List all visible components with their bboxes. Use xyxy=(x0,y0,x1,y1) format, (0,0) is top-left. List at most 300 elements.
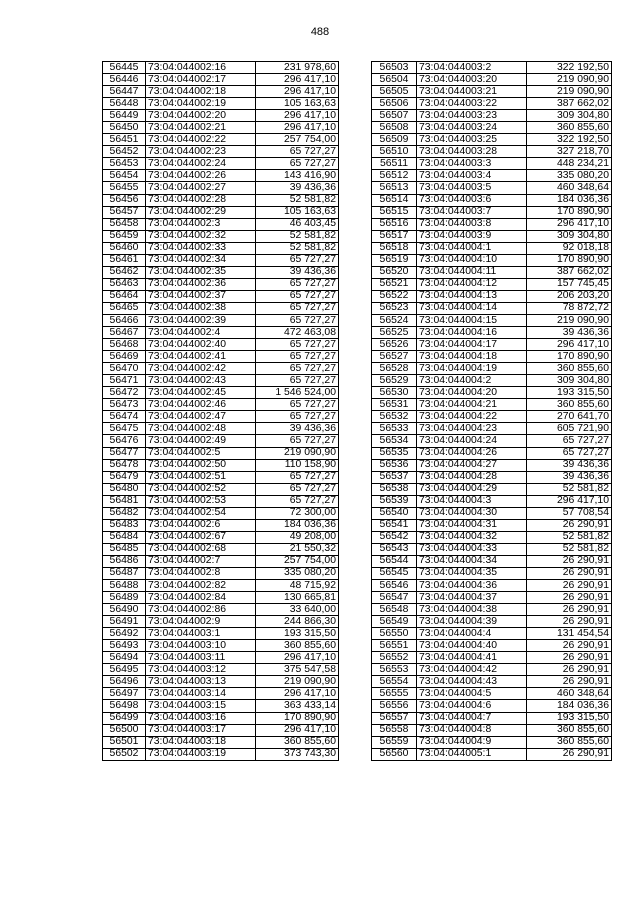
table-row xyxy=(372,290,612,302)
cadastral-number-cell: 73:04:044004:29 xyxy=(417,483,527,495)
cadastral-number-cell: 73:04:044002:19 xyxy=(146,98,256,110)
cadastral-number-cell: 73:04:044003:18 xyxy=(146,736,256,748)
cadastral-number-cell: 73:04:044003:25 xyxy=(417,134,527,146)
row-number-cell: 56503 xyxy=(372,62,417,74)
value-cell: 65 727,27 xyxy=(256,399,339,411)
value-cell: 184 036,36 xyxy=(527,700,612,712)
value-cell: 296 417,10 xyxy=(256,724,339,736)
table-row xyxy=(103,375,339,387)
value-cell: 335 080,20 xyxy=(527,170,612,182)
cadastral-number-cell: 73:04:044002:37 xyxy=(146,290,256,302)
table-row xyxy=(103,519,339,531)
row-number-cell: 56542 xyxy=(372,531,417,543)
row-number-cell: 56477 xyxy=(103,447,146,459)
table-row xyxy=(372,616,612,628)
cadastral-number-cell: 73:04:044002:68 xyxy=(146,543,256,555)
cadastral-number-cell: 73:04:044004:36 xyxy=(417,580,527,592)
table-row xyxy=(103,616,339,628)
table-row xyxy=(103,122,339,134)
cadastral-number-cell: 73:04:044002:20 xyxy=(146,110,256,122)
table-row xyxy=(103,98,339,110)
value-cell: 39 436,36 xyxy=(256,182,339,194)
table-row xyxy=(372,628,612,640)
row-number-cell: 56460 xyxy=(103,242,146,254)
table-row xyxy=(372,278,612,290)
row-number-cell: 56447 xyxy=(103,86,146,98)
row-number-cell: 56559 xyxy=(372,736,417,748)
cadastral-number-cell: 73:04:044003:10 xyxy=(146,640,256,652)
value-cell: 26 290,91 xyxy=(527,640,612,652)
value-cell: 48 715,92 xyxy=(256,580,339,592)
value-cell: 605 721,90 xyxy=(527,423,612,435)
row-number-cell: 56461 xyxy=(103,254,146,266)
table-row xyxy=(372,86,612,98)
table-row xyxy=(372,580,612,592)
value-cell: 46 403,45 xyxy=(256,218,339,230)
row-number-cell: 56532 xyxy=(372,411,417,423)
value-cell: 65 727,27 xyxy=(256,375,339,387)
cadastral-number-cell: 73:04:044005:1 xyxy=(417,748,527,760)
row-number-cell: 56450 xyxy=(103,122,146,134)
cadastral-number-cell: 73:04:044002:38 xyxy=(146,302,256,314)
value-cell: 131 454,54 xyxy=(527,628,612,640)
table-row xyxy=(103,507,339,519)
table-row xyxy=(372,230,612,242)
cadastral-number-cell: 73:04:044004:26 xyxy=(417,447,527,459)
table-row xyxy=(372,748,612,760)
value-cell: 387 662,02 xyxy=(527,98,612,110)
page-number: 488 xyxy=(310,26,330,38)
row-number-cell: 56507 xyxy=(372,110,417,122)
value-cell: 219 090,90 xyxy=(527,314,612,326)
value-cell: 309 304,80 xyxy=(527,230,612,242)
row-number-cell: 56548 xyxy=(372,604,417,616)
cadastral-number-cell: 73:04:044004:42 xyxy=(417,664,527,676)
table-row xyxy=(103,134,339,146)
cadastral-number-cell: 73:04:044002:23 xyxy=(146,146,256,158)
table-row xyxy=(372,327,612,339)
row-number-cell: 56504 xyxy=(372,74,417,86)
row-number-cell: 56500 xyxy=(103,724,146,736)
table-row xyxy=(372,375,612,387)
value-cell: 65 727,27 xyxy=(256,363,339,375)
value-cell: 92 018,18 xyxy=(527,242,612,254)
table-row xyxy=(103,483,339,495)
table-row xyxy=(103,471,339,483)
value-cell: 72 300,00 xyxy=(256,507,339,519)
row-number-cell: 56464 xyxy=(103,290,146,302)
row-number-cell: 56553 xyxy=(372,664,417,676)
table-row xyxy=(103,676,339,688)
row-number-cell: 56530 xyxy=(372,387,417,399)
table-row xyxy=(372,543,612,555)
value-cell: 296 417,10 xyxy=(256,86,339,98)
row-number-cell: 56515 xyxy=(372,206,417,218)
row-number-cell: 56484 xyxy=(103,531,146,543)
row-number-cell: 56517 xyxy=(372,230,417,242)
table-row xyxy=(103,363,339,375)
table-row xyxy=(372,302,612,314)
row-number-cell: 56449 xyxy=(103,110,146,122)
cadastral-number-cell: 73:04:044004:37 xyxy=(417,592,527,604)
row-number-cell: 56543 xyxy=(372,543,417,555)
cadastral-number-cell: 73:04:044003:12 xyxy=(146,664,256,676)
cadastral-number-cell: 73:04:044002:54 xyxy=(146,507,256,519)
cadastral-number-cell: 73:04:044002:86 xyxy=(146,604,256,616)
cadastral-number-cell: 73:04:044003:20 xyxy=(417,74,527,86)
table-row xyxy=(103,387,339,399)
row-number-cell: 56472 xyxy=(103,387,146,399)
row-number-cell: 56481 xyxy=(103,495,146,507)
table-row xyxy=(103,62,339,74)
value-cell: 65 727,27 xyxy=(256,435,339,447)
table-row xyxy=(103,158,339,170)
cadastral-number-cell: 73:04:044003:24 xyxy=(417,122,527,134)
table-row xyxy=(103,628,339,640)
table-row xyxy=(372,266,612,278)
table-row xyxy=(372,254,612,266)
table-row xyxy=(372,712,612,724)
table-row xyxy=(372,158,612,170)
row-number-cell: 56495 xyxy=(103,664,146,676)
table-row xyxy=(372,676,612,688)
row-number-cell: 56534 xyxy=(372,435,417,447)
value-cell: 26 290,91 xyxy=(527,519,612,531)
cadastral-number-cell: 73:04:044004:14 xyxy=(417,302,527,314)
cadastral-number-cell: 73:04:044003:1 xyxy=(146,628,256,640)
value-cell: 387 662,02 xyxy=(527,266,612,278)
value-cell: 65 727,27 xyxy=(256,351,339,363)
table-row xyxy=(372,134,612,146)
row-number-cell: 56469 xyxy=(103,351,146,363)
row-number-cell: 56527 xyxy=(372,351,417,363)
value-cell: 296 417,10 xyxy=(256,122,339,134)
cadastral-number-cell: 73:04:044004:13 xyxy=(417,290,527,302)
table-row xyxy=(103,206,339,218)
cadastral-number-cell: 73:04:044004:30 xyxy=(417,507,527,519)
table-row xyxy=(372,652,612,664)
table-row xyxy=(103,194,339,206)
row-number-cell: 56491 xyxy=(103,616,146,628)
table-row xyxy=(103,688,339,700)
cadastral-number-cell: 73:04:044003:15 xyxy=(146,700,256,712)
table-row xyxy=(103,736,339,748)
value-cell: 231 978,60 xyxy=(256,62,339,74)
value-cell: 360 855,60 xyxy=(527,363,612,375)
cadastral-number-cell: 73:04:044002:22 xyxy=(146,134,256,146)
table-row xyxy=(103,495,339,507)
cadastral-number-cell: 73:04:044002:8 xyxy=(146,567,256,579)
cadastral-number-cell: 73:04:044004:23 xyxy=(417,423,527,435)
row-number-cell: 56452 xyxy=(103,146,146,158)
value-cell: 170 890,90 xyxy=(527,351,612,363)
cadastral-number-cell: 73:04:044002:49 xyxy=(146,435,256,447)
value-cell: 26 290,91 xyxy=(527,567,612,579)
value-cell: 65 727,27 xyxy=(256,471,339,483)
row-number-cell: 56453 xyxy=(103,158,146,170)
cadastral-number-cell: 73:04:044004:2 xyxy=(417,375,527,387)
value-cell: 52 581,82 xyxy=(527,531,612,543)
cadastral-number-cell: 73:04:044003:14 xyxy=(146,688,256,700)
table-row xyxy=(103,339,339,351)
cadastral-number-cell: 73:04:044004:16 xyxy=(417,327,527,339)
cadastral-number-cell: 73:04:044004:3 xyxy=(417,495,527,507)
table-row xyxy=(103,580,339,592)
table-row xyxy=(372,182,612,194)
table-row xyxy=(372,567,612,579)
table-row xyxy=(103,182,339,194)
row-number-cell: 56539 xyxy=(372,495,417,507)
cadastral-number-cell: 73:04:044004:24 xyxy=(417,435,527,447)
value-cell: 184 036,36 xyxy=(527,194,612,206)
cadastral-number-cell: 73:04:044002:6 xyxy=(146,519,256,531)
row-number-cell: 56501 xyxy=(103,736,146,748)
cadastral-number-cell: 73:04:044003:11 xyxy=(146,652,256,664)
value-cell: 296 417,10 xyxy=(256,688,339,700)
value-cell: 193 315,50 xyxy=(256,628,339,640)
value-cell: 21 550,32 xyxy=(256,543,339,555)
table-row xyxy=(372,98,612,110)
table-row xyxy=(103,435,339,447)
cadastral-number-cell: 73:04:044002:16 xyxy=(146,62,256,74)
table-row xyxy=(372,495,612,507)
cadastral-number-cell: 73:04:044004:32 xyxy=(417,531,527,543)
row-number-cell: 56498 xyxy=(103,700,146,712)
table-row xyxy=(103,86,339,98)
cadastral-number-cell: 73:04:044003:28 xyxy=(417,146,527,158)
cadastral-number-cell: 73:04:044003:8 xyxy=(417,218,527,230)
cadastral-number-cell: 73:04:044002:50 xyxy=(146,459,256,471)
cadastral-number-cell: 73:04:044004:1 xyxy=(417,242,527,254)
row-number-cell: 56474 xyxy=(103,411,146,423)
row-number-cell: 56508 xyxy=(372,122,417,134)
table-row xyxy=(372,423,612,435)
table-row xyxy=(103,652,339,664)
table-row xyxy=(103,110,339,122)
cadastral-number-cell: 73:04:044004:31 xyxy=(417,519,527,531)
value-cell: 219 090,90 xyxy=(256,676,339,688)
row-number-cell: 56463 xyxy=(103,278,146,290)
row-number-cell: 56516 xyxy=(372,218,417,230)
row-number-cell: 56502 xyxy=(103,748,146,760)
table-row xyxy=(103,230,339,242)
cadastral-number-cell: 73:04:044003:6 xyxy=(417,194,527,206)
value-cell: 26 290,91 xyxy=(527,664,612,676)
cadastral-number-cell: 73:04:044004:21 xyxy=(417,399,527,411)
table-row xyxy=(372,592,612,604)
row-number-cell: 56510 xyxy=(372,146,417,158)
cadastral-number-cell: 73:04:044004:41 xyxy=(417,652,527,664)
value-cell: 157 745,45 xyxy=(527,278,612,290)
row-number-cell: 56468 xyxy=(103,339,146,351)
value-cell: 257 754,00 xyxy=(256,134,339,146)
value-cell: 33 640,00 xyxy=(256,604,339,616)
table-row xyxy=(372,447,612,459)
value-cell: 244 866,30 xyxy=(256,616,339,628)
table-row xyxy=(103,146,339,158)
cadastral-number-cell: 73:04:044003:2 xyxy=(417,62,527,74)
table-row xyxy=(103,327,339,339)
row-number-cell: 56475 xyxy=(103,423,146,435)
row-number-cell: 56538 xyxy=(372,483,417,495)
value-cell: 309 304,80 xyxy=(527,110,612,122)
table-row xyxy=(103,640,339,652)
table-row xyxy=(103,459,339,471)
row-number-cell: 56454 xyxy=(103,170,146,182)
value-cell: 52 581,82 xyxy=(256,194,339,206)
cadastral-number-cell: 73:04:044003:3 xyxy=(417,158,527,170)
cadastral-number-cell: 73:04:044002:35 xyxy=(146,266,256,278)
row-number-cell: 56465 xyxy=(103,302,146,314)
value-cell: 322 192,50 xyxy=(527,134,612,146)
value-cell: 143 416,90 xyxy=(256,170,339,182)
cadastral-number-cell: 73:04:044002:27 xyxy=(146,182,256,194)
row-number-cell: 56470 xyxy=(103,363,146,375)
cadastral-number-cell: 73:04:044002:29 xyxy=(146,206,256,218)
value-cell: 170 890,90 xyxy=(527,254,612,266)
row-number-cell: 56549 xyxy=(372,616,417,628)
row-number-cell: 56560 xyxy=(372,748,417,760)
cadastral-number-cell: 73:04:044004:12 xyxy=(417,278,527,290)
value-cell: 52 581,82 xyxy=(527,543,612,555)
value-cell: 65 727,27 xyxy=(256,146,339,158)
table-row xyxy=(103,724,339,736)
table-row xyxy=(372,74,612,86)
row-number-cell: 56525 xyxy=(372,327,417,339)
table-row xyxy=(103,242,339,254)
cadastral-number-cell: 73:04:044002:9 xyxy=(146,616,256,628)
value-cell: 26 290,91 xyxy=(527,580,612,592)
row-number-cell: 56494 xyxy=(103,652,146,664)
cadastral-number-cell: 73:04:044004:9 xyxy=(417,736,527,748)
value-cell: 49 208,00 xyxy=(256,531,339,543)
cadastral-number-cell: 73:04:044002:18 xyxy=(146,86,256,98)
value-cell: 130 665,81 xyxy=(256,592,339,604)
row-number-cell: 56446 xyxy=(103,74,146,86)
cadastral-number-cell: 73:04:044003:9 xyxy=(417,230,527,242)
table-row xyxy=(103,592,339,604)
value-cell: 335 080,20 xyxy=(256,567,339,579)
table-row xyxy=(103,254,339,266)
cadastral-number-cell: 73:04:044004:33 xyxy=(417,543,527,555)
value-cell: 65 727,27 xyxy=(527,447,612,459)
value-cell: 193 315,50 xyxy=(527,712,612,724)
value-cell: 57 708,54 xyxy=(527,507,612,519)
table-row xyxy=(372,664,612,676)
value-cell: 360 855,60 xyxy=(527,399,612,411)
value-cell: 65 727,27 xyxy=(256,314,339,326)
cadastral-number-cell: 73:04:044002:34 xyxy=(146,254,256,266)
row-number-cell: 56462 xyxy=(103,266,146,278)
value-cell: 296 417,10 xyxy=(256,74,339,86)
value-cell: 460 348,64 xyxy=(527,688,612,700)
table-row xyxy=(103,543,339,555)
cadastral-number-cell: 73:04:044002:26 xyxy=(146,170,256,182)
cadastral-number-cell: 73:04:044002:48 xyxy=(146,423,256,435)
cadastral-table-right xyxy=(371,61,612,761)
table-row xyxy=(372,459,612,471)
row-number-cell: 56456 xyxy=(103,194,146,206)
row-number-cell: 56499 xyxy=(103,712,146,724)
cadastral-number-cell: 73:04:044002:28 xyxy=(146,194,256,206)
table-row xyxy=(372,471,612,483)
row-number-cell: 56448 xyxy=(103,98,146,110)
table-row xyxy=(372,531,612,543)
cadastral-number-cell: 73:04:044002:7 xyxy=(146,555,256,567)
value-cell: 270 641,70 xyxy=(527,411,612,423)
value-cell: 257 754,00 xyxy=(256,555,339,567)
value-cell: 26 290,91 xyxy=(527,652,612,664)
value-cell: 65 727,27 xyxy=(256,158,339,170)
row-number-cell: 56493 xyxy=(103,640,146,652)
cadastral-number-cell: 73:04:044004:43 xyxy=(417,676,527,688)
table-row xyxy=(372,724,612,736)
row-number-cell: 56490 xyxy=(103,604,146,616)
row-number-cell: 56496 xyxy=(103,676,146,688)
cadastral-number-cell: 73:04:044003:4 xyxy=(417,170,527,182)
table-row xyxy=(372,736,612,748)
table-row xyxy=(103,447,339,459)
value-cell: 26 290,91 xyxy=(527,676,612,688)
value-cell: 65 727,27 xyxy=(256,278,339,290)
cadastral-number-cell: 73:04:044002:46 xyxy=(146,399,256,411)
cadastral-number-cell: 73:04:044003:7 xyxy=(417,206,527,218)
table-row xyxy=(372,483,612,495)
table-row xyxy=(372,387,612,399)
table-row xyxy=(103,74,339,86)
value-cell: 448 234,21 xyxy=(527,158,612,170)
cadastral-number-cell: 73:04:044002:5 xyxy=(146,447,256,459)
cadastral-number-cell: 73:04:044002:82 xyxy=(146,580,256,592)
table-row xyxy=(372,604,612,616)
row-number-cell: 56528 xyxy=(372,363,417,375)
row-number-cell: 56550 xyxy=(372,628,417,640)
cadastral-number-cell: 73:04:044004:6 xyxy=(417,700,527,712)
table-row xyxy=(103,531,339,543)
cadastral-number-cell: 73:04:044004:4 xyxy=(417,628,527,640)
table-row xyxy=(372,640,612,652)
row-number-cell: 56488 xyxy=(103,580,146,592)
table-row xyxy=(103,604,339,616)
row-number-cell: 56485 xyxy=(103,543,146,555)
row-number-cell: 56522 xyxy=(372,290,417,302)
row-number-cell: 56445 xyxy=(103,62,146,74)
value-cell: 65 727,27 xyxy=(256,411,339,423)
row-number-cell: 56506 xyxy=(372,98,417,110)
cadastral-number-cell: 73:04:044002:84 xyxy=(146,592,256,604)
row-number-cell: 56519 xyxy=(372,254,417,266)
cadastral-number-cell: 73:04:044004:22 xyxy=(417,411,527,423)
cadastral-number-cell: 73:04:044003:5 xyxy=(417,182,527,194)
row-number-cell: 56467 xyxy=(103,327,146,339)
cadastral-number-cell: 73:04:044002:41 xyxy=(146,351,256,363)
row-number-cell: 56471 xyxy=(103,375,146,387)
cadastral-number-cell: 73:04:044004:11 xyxy=(417,266,527,278)
table-row xyxy=(372,507,612,519)
cadastral-number-cell: 73:04:044004:19 xyxy=(417,363,527,375)
value-cell: 460 348,64 xyxy=(527,182,612,194)
value-cell: 360 855,60 xyxy=(527,724,612,736)
table-row xyxy=(372,206,612,218)
value-cell: 219 090,90 xyxy=(527,86,612,98)
row-number-cell: 56492 xyxy=(103,628,146,640)
table-row xyxy=(103,748,339,760)
value-cell: 375 547,58 xyxy=(256,664,339,676)
row-number-cell: 56524 xyxy=(372,314,417,326)
value-cell: 52 581,82 xyxy=(256,230,339,242)
row-number-cell: 56533 xyxy=(372,423,417,435)
table-row xyxy=(103,423,339,435)
